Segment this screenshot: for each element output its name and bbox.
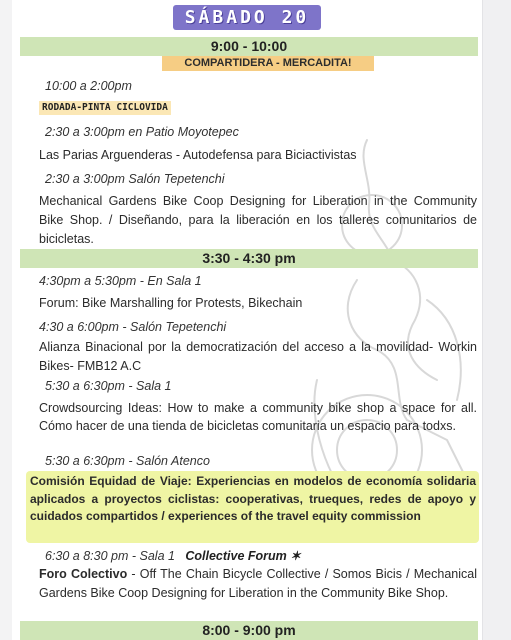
event-time: 2:30 a 3:00pm Salón Tepetenchi — [45, 172, 225, 186]
event-title-row — [39, 565, 477, 602]
page-edge — [482, 0, 511, 640]
event-title: - Off The Chain Bicycle Collective / Somos Bicis / Mechanical Gardens Bike Coop Designing for Liberation in the Community Bike Shop. — [39, 567, 477, 600]
event-time: 4:30 a 6:00pm - Salón Tepetenchi — [39, 320, 227, 334]
time-block-afternoon: 3:30 - 4:30 pm — [20, 249, 478, 268]
day-title: SÁBADO 20 — [173, 5, 322, 30]
event-title: Crowdsourcing Ideas: How to make a community bike shop a space for all. Cómo hacer de una tienda de bicicletas comunitaria un espacio para todxs. — [39, 401, 477, 433]
event-time-row — [45, 548, 301, 563]
event-time: 4:30pm a 5:30pm - En Sala 1 — [39, 274, 202, 288]
event-title: Forum: Bike Marshalling for Protests, Bikechain — [39, 296, 303, 310]
event-time: 5:30 a 6:30pm - Sala 1 — [45, 379, 172, 393]
event-title-bold: Foro Colectivo — [39, 567, 128, 581]
time-block-evening: 8:00 - 9:00 pm — [20, 621, 478, 640]
event-time: 10:00 a 2:00pm — [45, 79, 132, 93]
event-time: 5:30 a 6:30pm - Salón Atenco — [45, 454, 210, 468]
event-title: Las Parias Arguenderas - Autodefensa para Biciactivistas — [39, 148, 357, 162]
event-title: Mechanical Gardens Bike Coop Designing for Liberation in the Community Bike Shop. / Diseñando, para la liberación en los talleres comunitarios de bicicletas. — [39, 194, 477, 246]
event-time: 2:30 a 3:00pm en Patio Moyotepec — [45, 125, 239, 139]
schedule-page — [12, 0, 482, 640]
event-title-rodada: RODADA-PINTA CICLOVIDA — [39, 101, 171, 115]
day-heading — [12, 5, 482, 30]
event-title-highlighted: Comisión Equidad de Viaje: Experiencias en modelos de economía solidaria aplicados a proyectos ciclistas: cooperativas, trueques, redes de apoyo y cuidados compartidos / experiences of the travel equity commission — [30, 474, 476, 523]
event-title: Alianza Binacional por la democratización del acceso a la movilidad- Workin Bikes- FMB12 A.C — [39, 340, 477, 373]
collective-forum-tag: Collective Forum ✶ — [185, 549, 301, 563]
block-label: COMPARTIDERA - MERCADITA! — [162, 56, 374, 71]
time-block-morning: 9:00 - 10:00 — [20, 37, 478, 56]
event-time: 6:30 a 8:30 pm - Sala 1 — [45, 549, 175, 563]
